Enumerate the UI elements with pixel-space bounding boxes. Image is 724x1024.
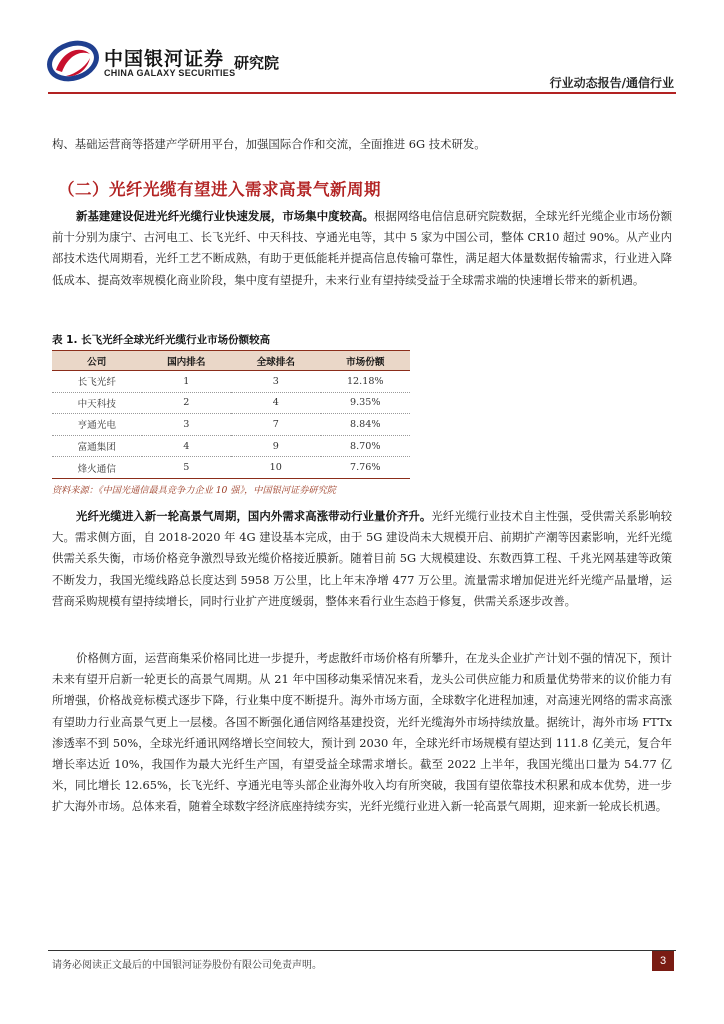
institute-label: 研究院: [234, 54, 280, 72]
page-header: [0, 0, 724, 96]
table-cell: 中天科技: [52, 392, 142, 414]
table-cell: 1: [142, 371, 232, 393]
disclaimer-note: 请务必阅读正文最后的中国银河证券股份有限公司免责声明。: [52, 960, 322, 971]
table-row: [52, 457, 410, 479]
market-share-table: [52, 350, 410, 479]
table-cell: 7.76%: [321, 457, 411, 479]
header-divider: [48, 92, 676, 94]
table-cell: 9: [231, 435, 321, 457]
table-cell: 4: [231, 392, 321, 414]
section-title: （二）光纤光缆有望进入需求高景气新周期: [58, 180, 381, 199]
table-cell: 8.84%: [321, 414, 411, 436]
table-row: [52, 371, 410, 393]
table-cell: 3: [231, 371, 321, 393]
table-row: [52, 392, 410, 414]
column-header-global-rank: 全球排名: [231, 351, 321, 371]
table-cell: 3: [142, 414, 232, 436]
table-cell: 富通集团: [52, 435, 142, 457]
column-header-domestic-rank: 国内排名: [142, 351, 232, 371]
logo-chinese-name: 中国银河证券: [104, 48, 225, 70]
column-header-company: 公司: [52, 351, 142, 371]
table-cell: 2: [142, 392, 232, 414]
paragraph-body: 根据网络电信信息研究院数据，全球光纤光缆企业市场份额前十分别为康宁、古河电工、长飞光纤、中天科技、亨通光电等，其中 5 家为中国公司，整体 CR10 超过 90%。从产业内部技术迭代周期看，光纤工艺不断成熟，有助于更低能耗并提高信息传输可靠性，满足超大体量数据传输需求，行业进入降低成本、提高效率规模化商业阶段，集中度有望提升，未来行业有望持续受益于全球需求端的快速增长带来的新机遇。: [52, 209, 672, 287]
table-cell: 7: [231, 414, 321, 436]
table-row: [52, 435, 410, 457]
table-cell: 4: [142, 435, 232, 457]
table-caption: 表 1. 长飞光纤全球光纤光缆行业市场份额较高: [52, 334, 271, 346]
table-cell: 9.35%: [321, 392, 411, 414]
paragraph-demand-cycle: [52, 506, 672, 612]
footer-divider: [48, 950, 676, 951]
table-cell: 12.18%: [321, 371, 411, 393]
table-cell: 10: [231, 457, 321, 479]
paragraph-price-overseas: 价格侧方面，运营商集采价格同比进一步提升，考虑散纤市场价格有所攀升，在龙头企业扩产计划不强的情况下，预计未来有望开启新一轮更长的高景气周期。从 21 年中国移动集采情况来看，龙头公司供应能力和质量优势带来的议价能力有所增强，价格战竞标模式逐步下降，行业集中度不断提升。海外市场方面，全球数字化进程加速，对高速光网络的需求高涨有望助力行业高景气更上一层楼。各国不断强化通信网络基建投资，光纤光缆海外市场持续放量。据统计，海外市场 FTTx 渗透率不到 50%，全球光纤通讯网络增长空间较大，预计到 2030 年，全球光纤市场规模有望达到 111.8 亿美元，复合年增长率达近 10%，我国作为最大光纤生产国，有望受益全球需求增长。截至 2022 上半年，我国光缆出口量为 54.77 亿米，同比增长 12.65%，长飞光纤、亨通光电等头部企业海外收入均有所突破，我国有望依靠技术积累和成本优势，进一步扩大海外市场。总体来看，随着全球数字经济底座持续夯实，光纤光缆行业进入新一轮高景气周期，迎来新一轮成长机遇。: [52, 651, 672, 814]
table-cell: 8.70%: [321, 435, 411, 457]
column-header-market-share: 市场份额: [321, 351, 411, 371]
table-source-note: 资料来源：《中国光通信最具竞争力企业 10 强》，中国银河证券研究院: [52, 485, 336, 496]
galaxy-logo-icon: [46, 40, 100, 82]
table-cell: 亨通光电: [52, 414, 142, 436]
table-cell: 烽火通信: [52, 457, 142, 479]
paragraph-market-concentration: [52, 206, 672, 291]
table-cell: 5: [142, 457, 232, 479]
report-type-label: 行业动态报告/通信行业: [549, 76, 674, 90]
intro-tail-text: 构、基础运营商等搭建产学研用平台，加强国际合作和交流，全面推进 6G 技术研发。: [52, 137, 486, 151]
logo-english-name: CHINA GALAXY SECURITIES: [104, 68, 236, 78]
paragraph-lead: 新基建建设促进光纤光缆行业快速发展，市场集中度较高。: [76, 209, 375, 223]
paragraph-body: 光纤光缆行业技术自主性强，受供需关系影响较大。需求侧方面，自 2018-2020 年 4G 建设基本完成，由于 5G 建设尚未大规模开启、前期扩产潮等因素影响，光纤光缆供需关系失衡，市场价格竞争激烈导致光缆价格接近膜新。随着目前 5G 大规模建设、东数西算工程、千兆光网基建等政策不断发力，我国光缆线路总长度达到 5958 万公里，比上年末净增 477 万公里。流量需求增加促进光纤光缆产品量增，运营商采购规模有望持续增长，同时行业扩产进度缓弱，整体来看行业生态趋于修复，供需关系逐步改善。: [52, 509, 672, 608]
page-number: 3: [652, 951, 674, 971]
table-header-row: [52, 351, 410, 371]
table-cell: 长飞光纤: [52, 371, 142, 393]
table-row: [52, 414, 410, 436]
paragraph-lead: 光纤光缆进入新一轮高景气周期，国内外需求高涨带动行业量价齐升。: [76, 509, 432, 523]
